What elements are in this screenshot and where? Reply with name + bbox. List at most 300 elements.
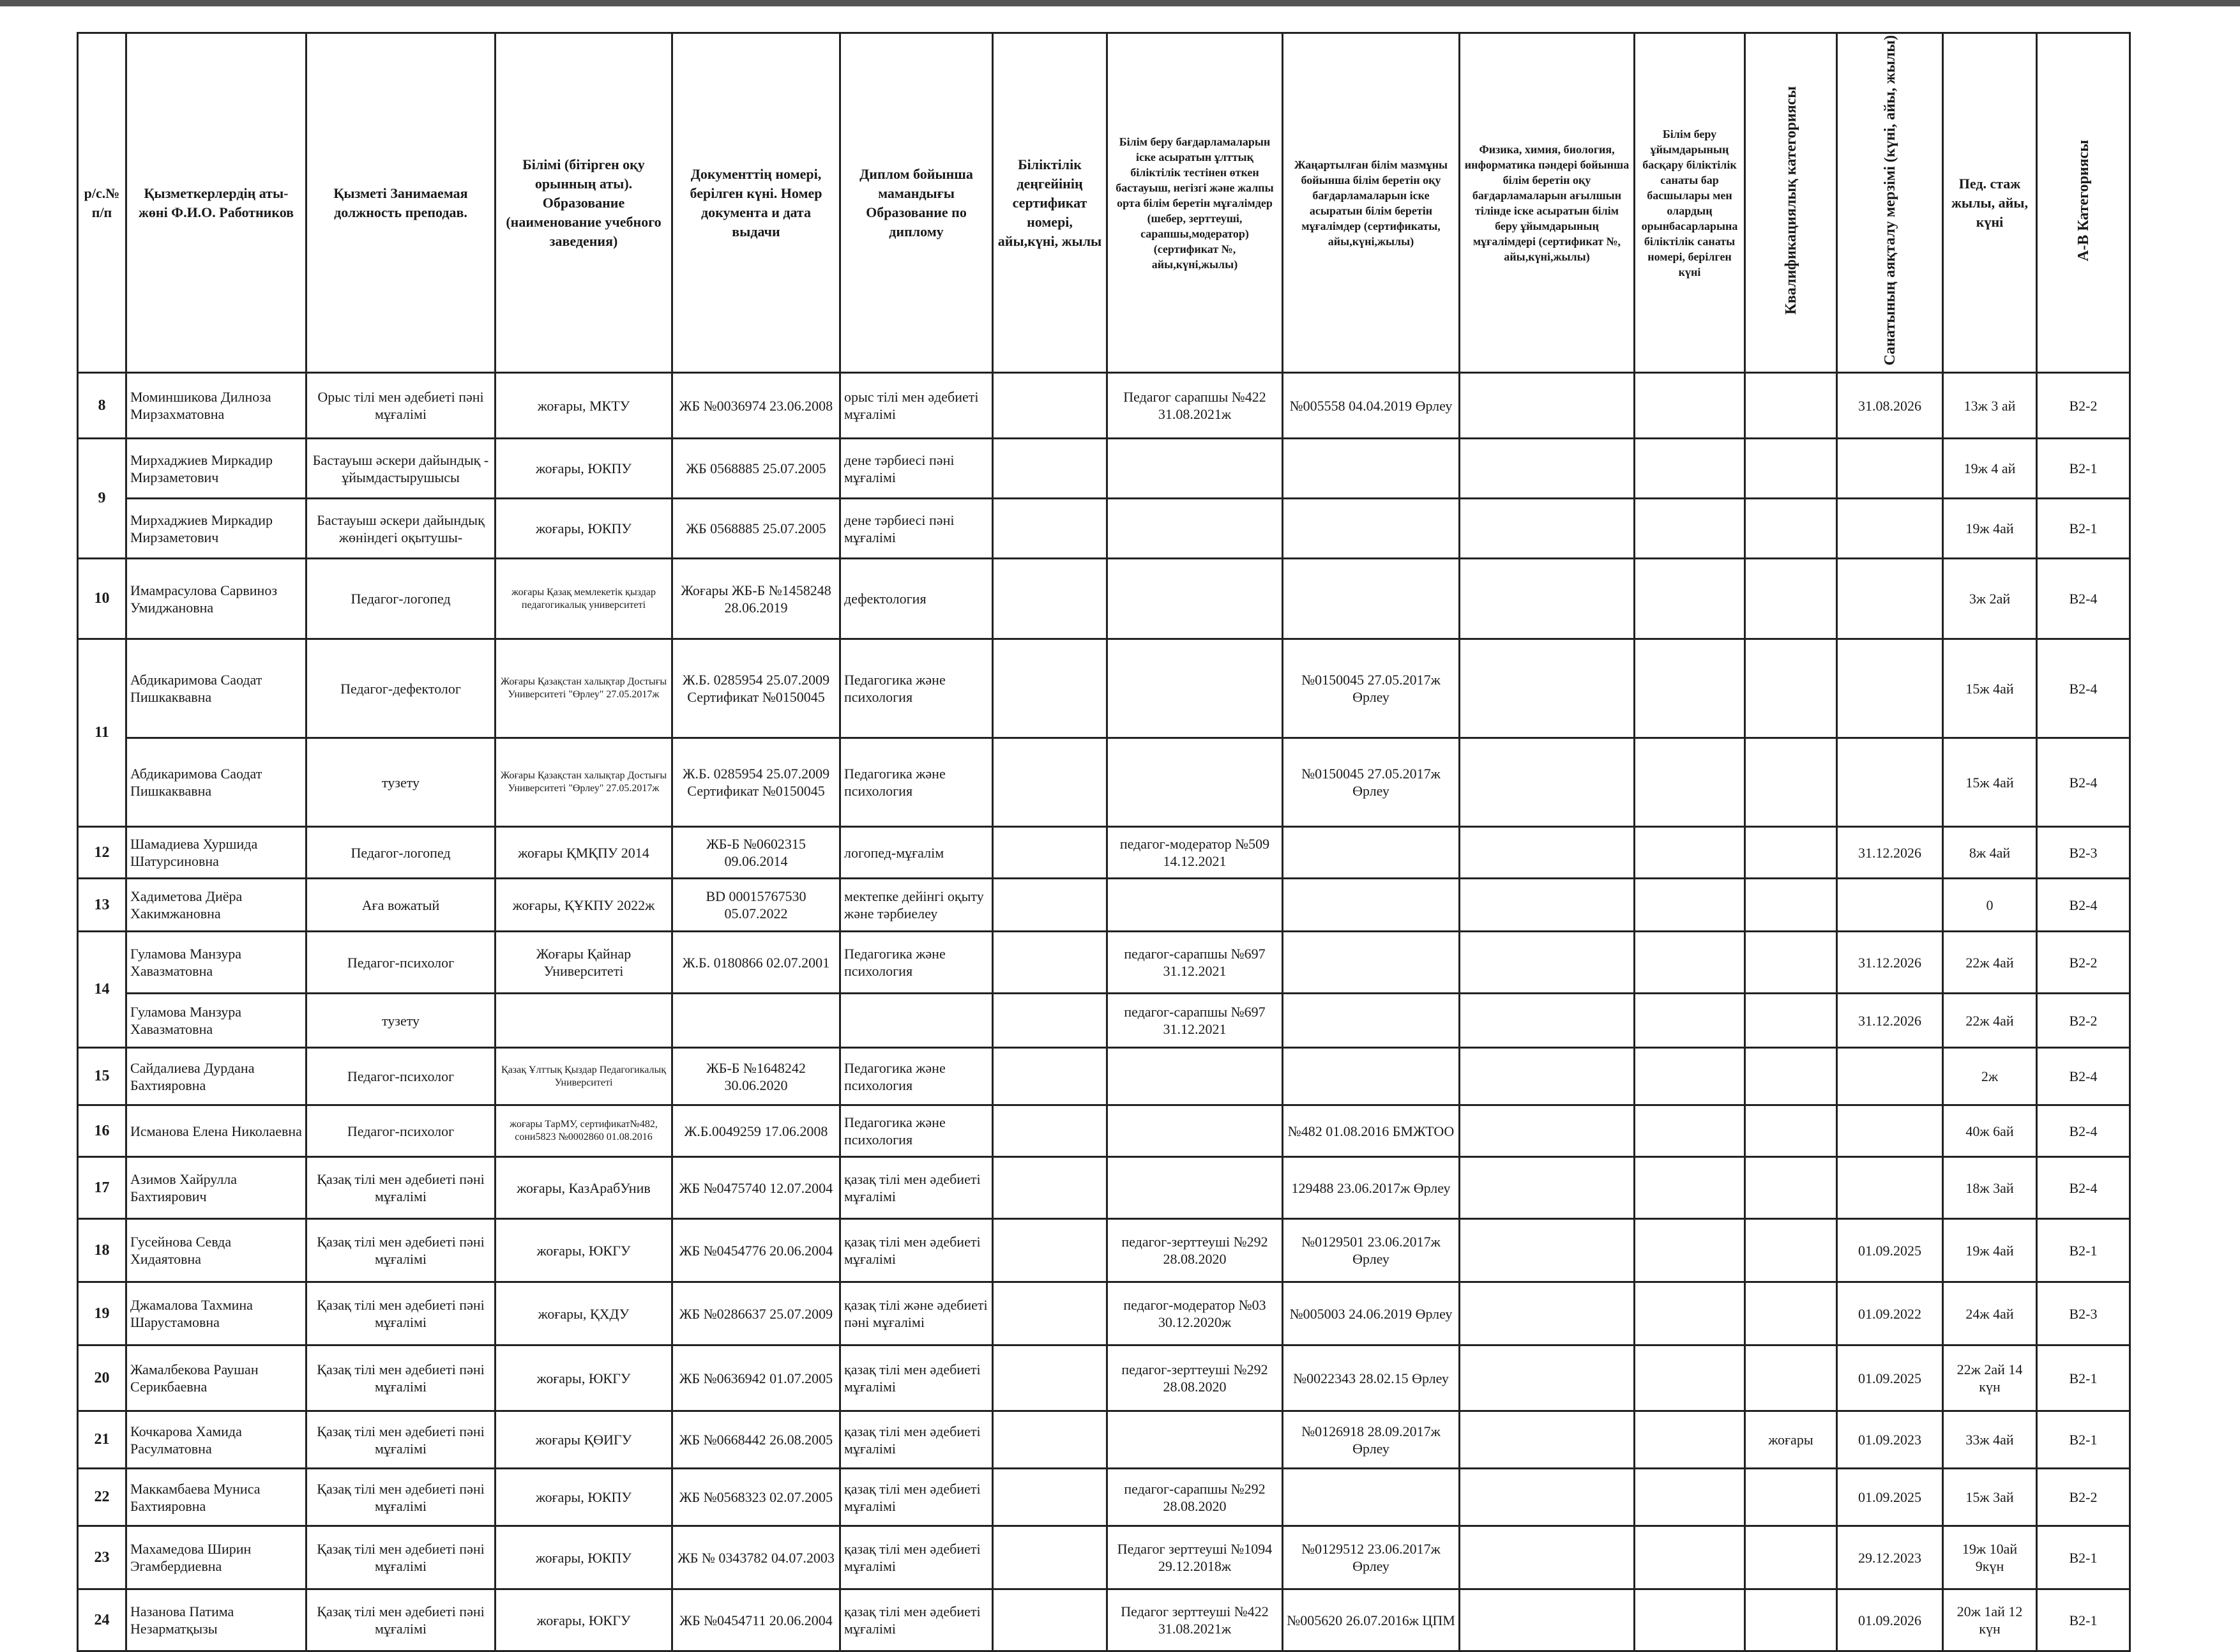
table-cell: №0129501 23.06.2017ж Өрлеу [1283, 1219, 1460, 1282]
table-cell: ЖБ №0568323 02.07.2005 [672, 1469, 840, 1526]
table-cell [1745, 932, 1837, 994]
table-cell [1635, 1219, 1745, 1282]
table-cell: жоғары, ЮКПУ [496, 1469, 672, 1526]
table-cell: жоғары Қазақ мемлекетік қыздар педагогикалық университеті [496, 559, 672, 639]
table-cell: Педагогика және психология [840, 639, 993, 738]
table-cell: Қазақ тілі мен әдебиеті пәні мұғалімі [306, 1469, 496, 1526]
table-cell [993, 1105, 1107, 1157]
table-cell: 2ж [1943, 1048, 2037, 1105]
table-cell: Педагог сарапшы №422 31.08.2021ж [1107, 373, 1283, 439]
table-cell [1283, 1469, 1460, 1526]
table-cell: В2-4 [2037, 879, 2130, 932]
table-cell [993, 1411, 1107, 1469]
table-cell: В2-1 [2037, 1411, 2130, 1469]
table-cell: Махамедова Ширин Эгамбердиевна [126, 1526, 306, 1589]
table-cell: В2-3 [2037, 1282, 2130, 1345]
row-number: 23 [78, 1526, 126, 1589]
table-cell [993, 559, 1107, 639]
table-row [78, 1282, 2130, 1345]
table-cell [993, 738, 1107, 827]
table-row [78, 1157, 2130, 1219]
table-cell: Жоғары Қазақстан халықтар Достығы Университеті "Өрлеу" 27.05.2017ж [496, 738, 672, 827]
table-cell: Бастауыш әскери дайындық жөніндегі оқытушы- [306, 499, 496, 559]
table-cell [1283, 932, 1460, 994]
table-cell: Жамалбекова Раушан Серикбаевна [126, 1345, 306, 1411]
table-cell: Джамалова Тахмина Шарустамовна [126, 1282, 306, 1345]
table-row [78, 499, 2130, 559]
table-cell [1460, 879, 1635, 932]
table-cell: ЖБ № 0343782 04.07.2003 [672, 1526, 840, 1589]
table-cell [1283, 827, 1460, 879]
table-cell: қазақ тілі және әдебиеті пәні мұғалімі [840, 1282, 993, 1345]
table-cell: Орыс тілі мен әдебиеті пәні мұғалімі [306, 373, 496, 439]
table-cell: Қазақ Ұлттық Қыздар Педагогикалық Университеті [496, 1048, 672, 1105]
table-cell [1745, 639, 1837, 738]
table-cell [1107, 738, 1283, 827]
table-cell: 01.09.2025 [1837, 1345, 1943, 1411]
table-cell: Қазақ тілі мен әдебиеті пәні мұғалімі [306, 1589, 496, 1651]
column-header: Қызметкерлердің аты-жөні Ф.И.О. Работников [126, 33, 306, 373]
table-cell [1107, 1157, 1283, 1219]
table-cell [1460, 1048, 1635, 1105]
table-row [78, 1526, 2130, 1589]
table-cell: жоғары, ЮКГУ [496, 1589, 672, 1651]
table-cell [1283, 1048, 1460, 1105]
table-row [78, 879, 2130, 932]
table-row [78, 439, 2130, 499]
table-cell [1837, 559, 1943, 639]
table-cell: қазақ тілі мен әдебиеті мұғалімі [840, 1157, 993, 1219]
table-cell [993, 1219, 1107, 1282]
table-cell: Жоғары Қазақстан халықтар Достығы Университеті "Өрлеу" 27.05.2017ж [496, 639, 672, 738]
table-cell: Гусейнова Севда Хидаятовна [126, 1219, 306, 1282]
table-cell [993, 879, 1107, 932]
table-cell [1745, 738, 1837, 827]
table-cell: жоғары ҚМҚПУ 2014 [496, 827, 672, 879]
table-cell: Педагог-психолог [306, 1048, 496, 1105]
column-header [1837, 33, 1943, 373]
table-cell: ЖБ №0636942 01.07.2005 [672, 1345, 840, 1411]
table-cell: педагог-сарапшы №292 28.08.2020 [1107, 1469, 1283, 1526]
column-header: Документтің номері, берілген күні. Номер документа и дата выдачи [672, 33, 840, 373]
column-header-label: А-В Категориясы [2075, 139, 2092, 261]
table-cell: ЖБ №0286637 25.07.2009 [672, 1282, 840, 1345]
table-cell: В2-1 [2037, 1345, 2130, 1411]
table-cell [1745, 879, 1837, 932]
table-cell: В2-4 [2037, 559, 2130, 639]
table-cell: қазақ тілі мен әдебиеті мұғалімі [840, 1345, 993, 1411]
table-cell [1635, 1282, 1745, 1345]
table-cell [993, 994, 1107, 1048]
table-cell: Педагог зерттеуші №1094 29.12.2018ж [1107, 1526, 1283, 1589]
table-cell [1460, 559, 1635, 639]
table-cell [1460, 932, 1635, 994]
table-cell [1745, 1048, 1837, 1105]
table-row [78, 1105, 2130, 1157]
table-cell: В2-2 [2037, 1469, 2130, 1526]
row-number: 15 [78, 1048, 126, 1105]
table-cell: 19ж 4 ай [1943, 439, 2037, 499]
table-cell: Қазақ тілі мен әдебиеті пәні мұғалімі [306, 1282, 496, 1345]
table-cell: В2-2 [2037, 994, 2130, 1048]
row-number: 20 [78, 1345, 126, 1411]
column-header [1745, 33, 1837, 373]
table-row [78, 827, 2130, 879]
table-cell: В2-4 [2037, 1157, 2130, 1219]
table-cell: №005003 24.06.2019 Өрлеу [1283, 1282, 1460, 1345]
table-cell: 22ж 4ай [1943, 932, 2037, 994]
table-cell [1107, 1105, 1283, 1157]
table-cell [1283, 499, 1460, 559]
table-cell: Бастауыш әскери дайындық - ұйымдастырушысы [306, 439, 496, 499]
table-cell [1745, 827, 1837, 879]
table-cell: №005620 26.07.2016ж ЦПМ [1283, 1589, 1460, 1651]
table-cell [1635, 932, 1745, 994]
table-cell: В2-4 [2037, 1048, 2130, 1105]
table-cell: 22ж 4ай [1943, 994, 2037, 1048]
table-cell: 20ж 1ай 12 күн [1943, 1589, 2037, 1651]
table-cell [1460, 373, 1635, 439]
table-cell [993, 1526, 1107, 1589]
row-number: 9 [78, 439, 126, 559]
table-row [78, 373, 2130, 439]
table-cell: қазақ тілі мен әдебиеті мұғалімі [840, 1589, 993, 1651]
table-cell: №482 01.08.2016 БМЖТОО [1283, 1105, 1460, 1157]
table-cell [1635, 1469, 1745, 1526]
table-row [78, 994, 2130, 1048]
table-cell [1837, 1157, 1943, 1219]
table-cell [993, 1345, 1107, 1411]
table-cell [1460, 639, 1635, 738]
table-cell: 19ж 10ай 9күн [1943, 1526, 2037, 1589]
table-cell: 19ж 4ай [1943, 499, 2037, 559]
table-cell [1283, 439, 1460, 499]
table-cell: №0126918 28.09.2017ж Өрлеу [1283, 1411, 1460, 1469]
table-cell: жоғары, ЮКГУ [496, 1345, 672, 1411]
table-row [78, 1589, 2130, 1651]
table-cell: педагог-сарапшы №697 31.12.2021 [1107, 994, 1283, 1048]
table-cell: жоғары, ҚХДУ [496, 1282, 672, 1345]
table-cell: 19ж 4ай [1943, 1219, 2037, 1282]
table-cell [993, 1469, 1107, 1526]
table-cell: Қазақ тілі мен әдебиеті пәні мұғалімі [306, 1219, 496, 1282]
table-cell: Хадиметова Диёра Хакимжановна [126, 879, 306, 932]
table-cell: Қазақ тілі мен әдебиеті пәні мұғалімі [306, 1157, 496, 1219]
table-cell: Педагогика және психология [840, 1105, 993, 1157]
table-cell: ЖБ-Б №1648242 30.06.2020 [672, 1048, 840, 1105]
table-cell [993, 639, 1107, 738]
table-cell: 15ж 4ай [1943, 738, 2037, 827]
table-cell [1745, 439, 1837, 499]
column-header: Білім беру бағдарламаларын іске асыратын ұлттық біліктілік тестінен өткен бастауыш, негізгі және жалпы орта білім беретін мұғалімдер (шебер, зерттеуші, сарапшы,модератор)(сертификат №, айы,күні,жылы) [1107, 33, 1283, 373]
table-cell: жоғары [1745, 1411, 1837, 1469]
table-cell [840, 994, 993, 1048]
table-cell [1460, 1219, 1635, 1282]
table-cell: педагог-сарапшы №697 31.12.2021 [1107, 932, 1283, 994]
table-cell: Аға вожатый [306, 879, 496, 932]
table-cell: №0150045 27.05.2017ж Өрлеу [1283, 639, 1460, 738]
table-cell [1837, 1048, 1943, 1105]
table-cell: қазақ тілі мен әдебиеті мұғалімі [840, 1526, 993, 1589]
table-cell: Педагог-логопед [306, 827, 496, 879]
table-cell [1745, 1105, 1837, 1157]
column-header: Білімі (бітірген оқу орынның аты). Образование (наименование учебного заведения) [496, 33, 672, 373]
table-cell: В2-4 [2037, 738, 2130, 827]
table-cell [1745, 1219, 1837, 1282]
table-cell: ЖБ-Б №0602315 09.06.2014 [672, 827, 840, 879]
table-cell [1745, 1345, 1837, 1411]
table-cell: Қазақ тілі мен әдебиеті пәні мұғалімі [306, 1411, 496, 1469]
table-cell [1635, 1105, 1745, 1157]
table-cell: тузету [306, 994, 496, 1048]
table-cell: ЖБ №0475740 12.07.2004 [672, 1157, 840, 1219]
table-cell: жоғары, ЮКПУ [496, 1526, 672, 1589]
table-cell: 01.09.2023 [1837, 1411, 1943, 1469]
table-cell: 15ж 4ай [1943, 639, 2037, 738]
table-cell: ЖБ №0454711 20.06.2004 [672, 1589, 840, 1651]
table-row [78, 738, 2130, 827]
table-cell: Ж.Б. 0285954 25.07.2009 Сертификат №0150045 [672, 639, 840, 738]
table-cell: №0022343 28.02.15 Өрлеу [1283, 1345, 1460, 1411]
table-cell [1635, 439, 1745, 499]
table-cell: 01.09.2022 [1837, 1282, 1943, 1345]
table-cell [1460, 994, 1635, 1048]
table-cell [1635, 738, 1745, 827]
column-header-label: Санатының аяқталу мерзімі (күні, айы, жылы) [1881, 35, 1898, 366]
table-cell: жоғары ҚӨИГУ [496, 1411, 672, 1469]
table-cell: Гуламова Манзура Хавазматовна [126, 932, 306, 994]
row-number: 21 [78, 1411, 126, 1469]
table-cell [1107, 439, 1283, 499]
column-header-label: Квалификациялық категориясы [1782, 86, 1799, 315]
table-cell [1635, 499, 1745, 559]
table-cell [1745, 1157, 1837, 1219]
table-cell [1635, 1048, 1745, 1105]
table-cell [1635, 639, 1745, 738]
table-cell [1745, 1526, 1837, 1589]
table-cell: Маккамбаева Муниса Бахтияровна [126, 1469, 306, 1526]
table-cell: 01.09.2025 [1837, 1469, 1943, 1526]
scan-top-edge [0, 0, 2240, 6]
table-cell: Гуламова Манзура Хавазматовна [126, 994, 306, 1048]
table-cell [1460, 1105, 1635, 1157]
table-cell: Педагог-дефектолог [306, 639, 496, 738]
table-cell: дене тәрбиесі пәні мұғалімі [840, 499, 993, 559]
table-cell: Қазақ тілі мен әдебиеті пәні мұғалімі [306, 1526, 496, 1589]
table-cell [1635, 373, 1745, 439]
table-row [78, 639, 2130, 738]
table-cell [1460, 1157, 1635, 1219]
table-cell: 18ж 3ай [1943, 1157, 2037, 1219]
row-number: 12 [78, 827, 126, 879]
table-cell [1107, 499, 1283, 559]
table-cell: 0 [1943, 879, 2037, 932]
table-cell: жоғары, ЮКПУ [496, 499, 672, 559]
table-cell [1837, 1105, 1943, 1157]
row-number: 11 [78, 639, 126, 827]
table-cell [1635, 1157, 1745, 1219]
table-cell [993, 1048, 1107, 1105]
table-cell [1107, 639, 1283, 738]
table-cell [1635, 1411, 1745, 1469]
column-header: Диплом бойынша мамандығы Образование по диплому [840, 33, 993, 373]
row-number: 10 [78, 559, 126, 639]
table-cell: жоғары, КазАрабУнив [496, 1157, 672, 1219]
table-cell: BD 00015767530 05.07.2022 [672, 879, 840, 932]
table-cell: 01.09.2025 [1837, 1219, 1943, 1282]
row-number: 18 [78, 1219, 126, 1282]
table-cell: Кочкарова Хамида Расулматовна [126, 1411, 306, 1469]
table-cell: Педагог зерттеуші №422 31.08.2021ж [1107, 1589, 1283, 1651]
column-header: р/с.№ п/п [78, 33, 126, 373]
table-cell [1745, 994, 1837, 1048]
table-cell [496, 994, 672, 1048]
column-header: Пед. стаж жылы, айы, күні [1943, 33, 2037, 373]
table-cell: Педагог-психолог [306, 1105, 496, 1157]
column-header: Біліктілік деңгейінің сертификат номері, айы,күні, жылы [993, 33, 1107, 373]
table-cell: Шамадиева Хуршида Шатурсиновна [126, 827, 306, 879]
table-cell: Абдикаримова Саодат Пишкаквавна [126, 738, 306, 827]
table-row [78, 559, 2130, 639]
row-number: 8 [78, 373, 126, 439]
table-cell [993, 1157, 1107, 1219]
table-cell: 129488 23.06.2017ж Өрлеу [1283, 1157, 1460, 1219]
table-cell: Жоғары ЖБ-Б №1458248 28.06.2019 [672, 559, 840, 639]
row-number: 17 [78, 1157, 126, 1219]
table-cell: Педагог-логопед [306, 559, 496, 639]
table-cell: В2-1 [2037, 499, 2130, 559]
table-cell [1745, 559, 1837, 639]
table-cell: В2-4 [2037, 1105, 2130, 1157]
table-cell [1635, 1345, 1745, 1411]
table-cell [993, 373, 1107, 439]
table-cell: педагог-зерттеуші №292 28.08.2020 [1107, 1219, 1283, 1282]
row-number: 13 [78, 879, 126, 932]
table-cell [1460, 827, 1635, 879]
table-cell: 40ж 6ай [1943, 1105, 2037, 1157]
table-cell: 13ж 3 ай [1943, 373, 2037, 439]
table-cell: Назанова Патима Незарматқызы [126, 1589, 306, 1651]
table-cell: қазақ тілі мен әдебиеті мұғалімі [840, 1469, 993, 1526]
table-cell: В2-1 [2037, 1219, 2130, 1282]
table-cell: Ж.Б.0049259 17.06.2008 [672, 1105, 840, 1157]
table-cell: жоғары, ЮКПУ [496, 439, 672, 499]
table-cell [1460, 1282, 1635, 1345]
table-cell [1745, 373, 1837, 439]
table-cell: жоғары, МКТУ [496, 373, 672, 439]
row-number: 19 [78, 1282, 126, 1345]
table-cell: Моминшикова Дилноза Мирзахматовна [126, 373, 306, 439]
column-header: Білім беру ұйымдарының басқару біліктілік санаты бар басшылары мен олардың орынбасарларына біліктілік санаты номері, берілген күні [1635, 33, 1745, 373]
table-cell: логопед-мұғалім [840, 827, 993, 879]
row-number: 22 [78, 1469, 126, 1526]
table-cell: жоғары, ҚҰКПУ 2022ж [496, 879, 672, 932]
table-cell [1283, 879, 1460, 932]
column-header: Қызметі Занимаемая должность преподав. [306, 33, 496, 373]
table-cell [1745, 1589, 1837, 1651]
table-cell: Жоғары Қайнар Университеті [496, 932, 672, 994]
table-row [78, 1345, 2130, 1411]
table-cell: Педагогика және психология [840, 1048, 993, 1105]
table-cell [1635, 1526, 1745, 1589]
row-number: 24 [78, 1589, 126, 1651]
table-cell: тузету [306, 738, 496, 827]
table-cell: Педагогика және психология [840, 932, 993, 994]
table-cell: Ж.Б. 0180866 02.07.2001 [672, 932, 840, 994]
table-cell [993, 932, 1107, 994]
table-cell: 15ж 3ай [1943, 1469, 2037, 1526]
table-cell [1635, 559, 1745, 639]
table-row [78, 1048, 2130, 1105]
table-cell: қазақ тілі мен әдебиеті мұғалімі [840, 1411, 993, 1469]
table-cell: қазақ тілі мен әдебиеті мұғалімі [840, 1219, 993, 1282]
table-cell: Педагог-психолог [306, 932, 496, 994]
table-cell: 31.12.2026 [1837, 994, 1943, 1048]
table-cell [1460, 1526, 1635, 1589]
table-cell: В2-4 [2037, 639, 2130, 738]
table-cell: 31.08.2026 [1837, 373, 1943, 439]
table-cell: 31.12.2026 [1837, 932, 1943, 994]
table-cell: В2-1 [2037, 1589, 2130, 1651]
table-cell: №005558 04.04.2019 Өрлеу [1283, 373, 1460, 439]
table-cell [1460, 1345, 1635, 1411]
table-cell: жоғары, ЮКГУ [496, 1219, 672, 1282]
table-cell [1745, 1469, 1837, 1526]
table-cell [1635, 1589, 1745, 1651]
table-cell: жоғары ТарМУ, сертификат№482, сони5823 №0002860 01.08.2016 [496, 1105, 672, 1157]
table-cell [1460, 1411, 1635, 1469]
table-cell: №0129512 23.06.2017ж Өрлеу [1283, 1526, 1460, 1589]
table-cell: Қазақ тілі мен әдебиеті пәні мұғалімі [306, 1345, 496, 1411]
table-cell [1635, 827, 1745, 879]
table-cell [993, 1589, 1107, 1651]
table-cell: Исманова Елена Николаевна [126, 1105, 306, 1157]
column-header: Физика, химия, биология, информатика пәндері бойынша білім беретін оқу бағдарламаларын ағылшын тілінде іске асыратын білім беру ұйымдарының мұғалімдері (сертификат №, айы,күні,жылы) [1460, 33, 1635, 373]
table-cell: 31.12.2026 [1837, 827, 1943, 879]
table-cell [1635, 994, 1745, 1048]
table-cell: Имамрасулова Сарвиноз Умиджановна [126, 559, 306, 639]
column-header [2037, 33, 2130, 373]
table-cell [1837, 879, 1943, 932]
table-cell: Мирхаджиев Миркадир Мирзаметович [126, 439, 306, 499]
table-cell [1107, 879, 1283, 932]
table-cell [1745, 499, 1837, 559]
table-cell: Мирхаджиев Миркадир Мирзаметович [126, 499, 306, 559]
table-row [78, 1469, 2130, 1526]
table-cell [993, 499, 1107, 559]
table-row [78, 932, 2130, 994]
table-cell [1460, 439, 1635, 499]
table-cell: дене тәрбиесі пәні мұғалімі [840, 439, 993, 499]
table-cell [1460, 1469, 1635, 1526]
table-cell: педагог-модератор №03 30.12.2020ж [1107, 1282, 1283, 1345]
table-cell: ЖБ №0668442 26.08.2005 [672, 1411, 840, 1469]
table-cell [1283, 559, 1460, 639]
table-cell: В2-2 [2037, 932, 2130, 994]
table-cell [1460, 1589, 1635, 1651]
table-row [78, 1411, 2130, 1469]
table-cell: Сайдалиева Дурдана Бахтияровна [126, 1048, 306, 1105]
table-cell: В2-2 [2037, 373, 2130, 439]
table-cell: 24ж 4ай [1943, 1282, 2037, 1345]
table-cell: В2-1 [2037, 439, 2130, 499]
table-cell: Азимов Хайрулла Бахтиярович [126, 1157, 306, 1219]
table-cell: 33ж 4ай [1943, 1411, 2037, 1469]
table-cell [1837, 499, 1943, 559]
table-cell [993, 827, 1107, 879]
table-cell: 8ж 4ай [1943, 827, 2037, 879]
table-cell: В2-3 [2037, 827, 2130, 879]
